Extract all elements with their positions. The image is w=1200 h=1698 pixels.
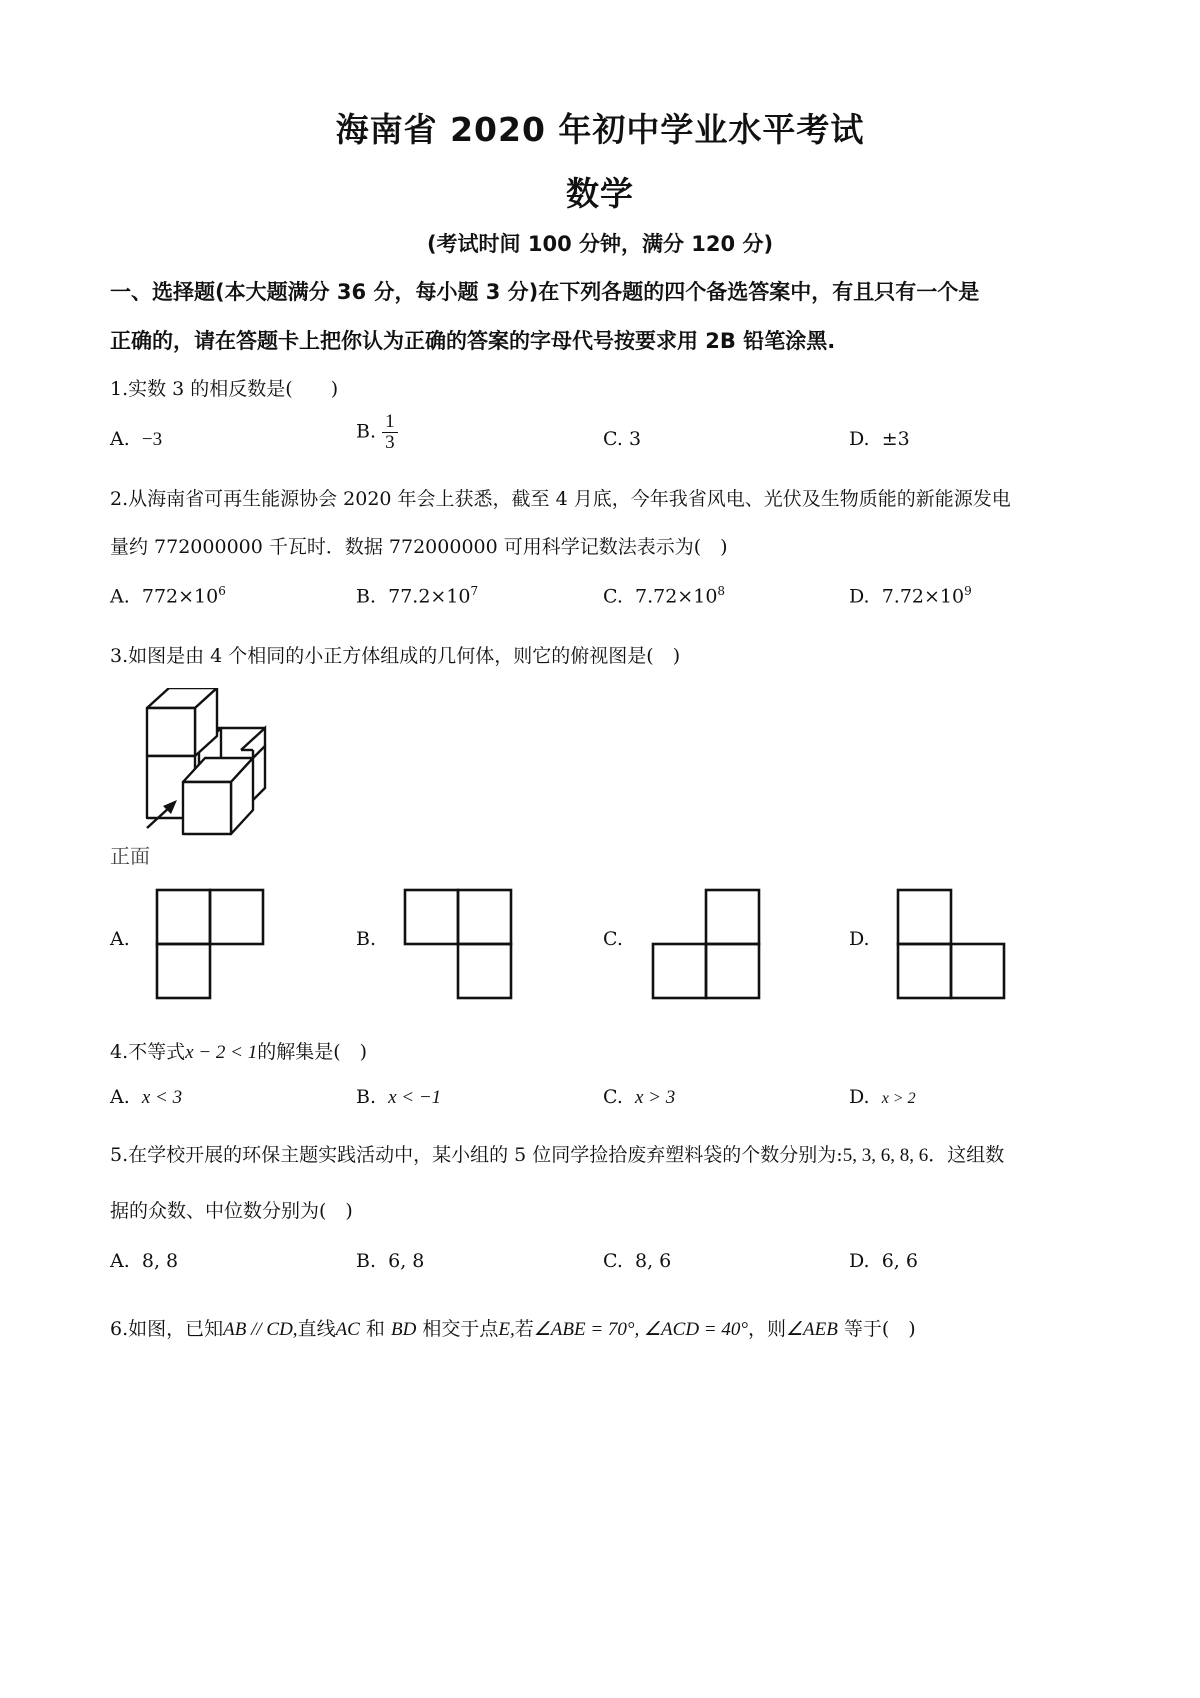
option-base: 772×10 xyxy=(141,585,219,608)
q3-option-d-figure xyxy=(896,888,1008,1002)
page-title: 海南省 2020 年初中学业水平考试 xyxy=(335,110,865,149)
q3-option-d-label: D. xyxy=(849,928,870,950)
option-label: D. xyxy=(849,428,870,450)
q2-option-c xyxy=(603,584,725,607)
option-value: ±3 xyxy=(881,428,910,450)
q4-option-a xyxy=(110,1086,182,1109)
q3-option-c-figure xyxy=(651,888,763,1002)
q1-option-a xyxy=(110,428,162,451)
option-label: B. xyxy=(356,420,377,443)
q4-option-c xyxy=(603,1086,675,1109)
q2-stem-line2: 量约 772000000 千瓦时．数据 772000000 可用科学记数法表示为( ) xyxy=(110,536,728,558)
section-instruction-line2: 正确的，请在答题卡上把你认为正确的答案的字母代号按要求用 2B 铅笔涂黑. xyxy=(110,329,836,353)
q6-stem: 6.如图，已知AB // CD,直线AC 和 BD 相交于点E,若∠ABE = 70°, ∠ACD = 40°，则∠AEB 等于( ) xyxy=(110,1318,916,1340)
front-view-label: 正面 xyxy=(110,844,150,868)
option-value: 3 xyxy=(628,428,642,450)
q2-option-b xyxy=(356,584,478,607)
q2-stem-line1: 2.从海南省可再生能源协会 2020 年会上获悉，截至 4 月底，今年我省风电、光伏及生物质能的新能源发电 xyxy=(110,488,1011,510)
cube-figure xyxy=(105,688,295,863)
option-label: B. xyxy=(356,1250,377,1272)
q5-stem-line2: 据的众数、中位数分别为( ) xyxy=(110,1200,353,1222)
option-exponent: 7 xyxy=(470,584,479,598)
option-label: A. xyxy=(110,1086,130,1108)
q3-option-c-label: C. xyxy=(603,928,623,950)
option-value: 8, 6 xyxy=(635,1250,672,1272)
q4-option-d xyxy=(849,1086,916,1108)
option-label: A. xyxy=(110,1250,130,1272)
q5-option-a xyxy=(110,1250,178,1272)
option-label: D. xyxy=(849,585,870,608)
q3-option-a-label: A. xyxy=(110,928,130,950)
option-label: C. xyxy=(603,585,623,608)
option-label: A. xyxy=(110,585,130,608)
q1-option-d xyxy=(849,428,910,450)
q1-option-c xyxy=(603,428,641,450)
q3-option-a-figure xyxy=(155,888,267,1002)
q2-option-a xyxy=(110,584,226,607)
section-instruction-line1: 一、选择题(本大题满分 36 分，每小题 3 分)在下列各题的四个备选答案中，有且只有一个是 xyxy=(110,280,980,304)
option-exponent: 9 xyxy=(964,584,972,598)
q5-option-c xyxy=(603,1250,671,1272)
option-label: C. xyxy=(603,428,623,450)
q5-option-b xyxy=(356,1250,424,1272)
option-value: x > 2 xyxy=(881,1090,916,1107)
option-base: 77.2×10 xyxy=(388,585,471,608)
q2-option-d xyxy=(849,584,972,607)
option-label: D. xyxy=(849,1086,870,1108)
q1-option-b xyxy=(356,412,398,453)
option-exponent: 8 xyxy=(717,584,726,598)
option-label: B. xyxy=(356,585,377,608)
q5-option-d xyxy=(849,1250,918,1272)
option-label: C. xyxy=(603,1250,623,1272)
data-list: 5, 3, 6, 8, 6 xyxy=(842,1145,929,1166)
option-value: −3 xyxy=(141,429,163,450)
q3-option-b-label: B. xyxy=(356,928,377,950)
option-exponent: 6 xyxy=(218,584,226,598)
option-label: B. xyxy=(356,1086,377,1108)
q5-stem-line1: 5.在学校开展的环保主题实践活动中，某小组的 5 位同学捡拾废弃塑料袋的个数分别为:5, 3, 6, 8, 6．这组数 xyxy=(110,1144,1005,1166)
q4-stem: 4.不等式x − 2 < 1的解集是( ) xyxy=(110,1041,368,1063)
option-value: x < 3 xyxy=(141,1087,183,1108)
option-value: 6, 6 xyxy=(881,1250,918,1272)
option-base: 7.72×10 xyxy=(635,585,718,608)
q4-option-b xyxy=(356,1086,441,1109)
option-label: D. xyxy=(849,1250,870,1272)
option-base: 7.72×10 xyxy=(881,585,965,608)
q1-stem: 1.实数 3 的相反数是( ) xyxy=(110,378,339,400)
option-value: x < −1 xyxy=(388,1087,442,1108)
option-value: x > 3 xyxy=(635,1087,676,1108)
option-label: A. xyxy=(110,428,130,450)
q3-option-b-figure xyxy=(403,888,515,1002)
option-value: 8, 8 xyxy=(141,1250,179,1272)
option-label: C. xyxy=(603,1086,623,1108)
inequality: x − 2 < 1 xyxy=(185,1042,258,1063)
exam-info: (考试时间 100 分钟，满分 120 分) xyxy=(426,232,774,256)
option-value: 6, 8 xyxy=(388,1250,425,1272)
q3-stem: 3.如图是由 4 个相同的小正方体组成的几何体，则它的俯视图是( ) xyxy=(110,645,681,667)
fraction-one-third: $\frac{1}{3}$ xyxy=(382,412,398,453)
subject-title: 数学 xyxy=(566,174,634,213)
